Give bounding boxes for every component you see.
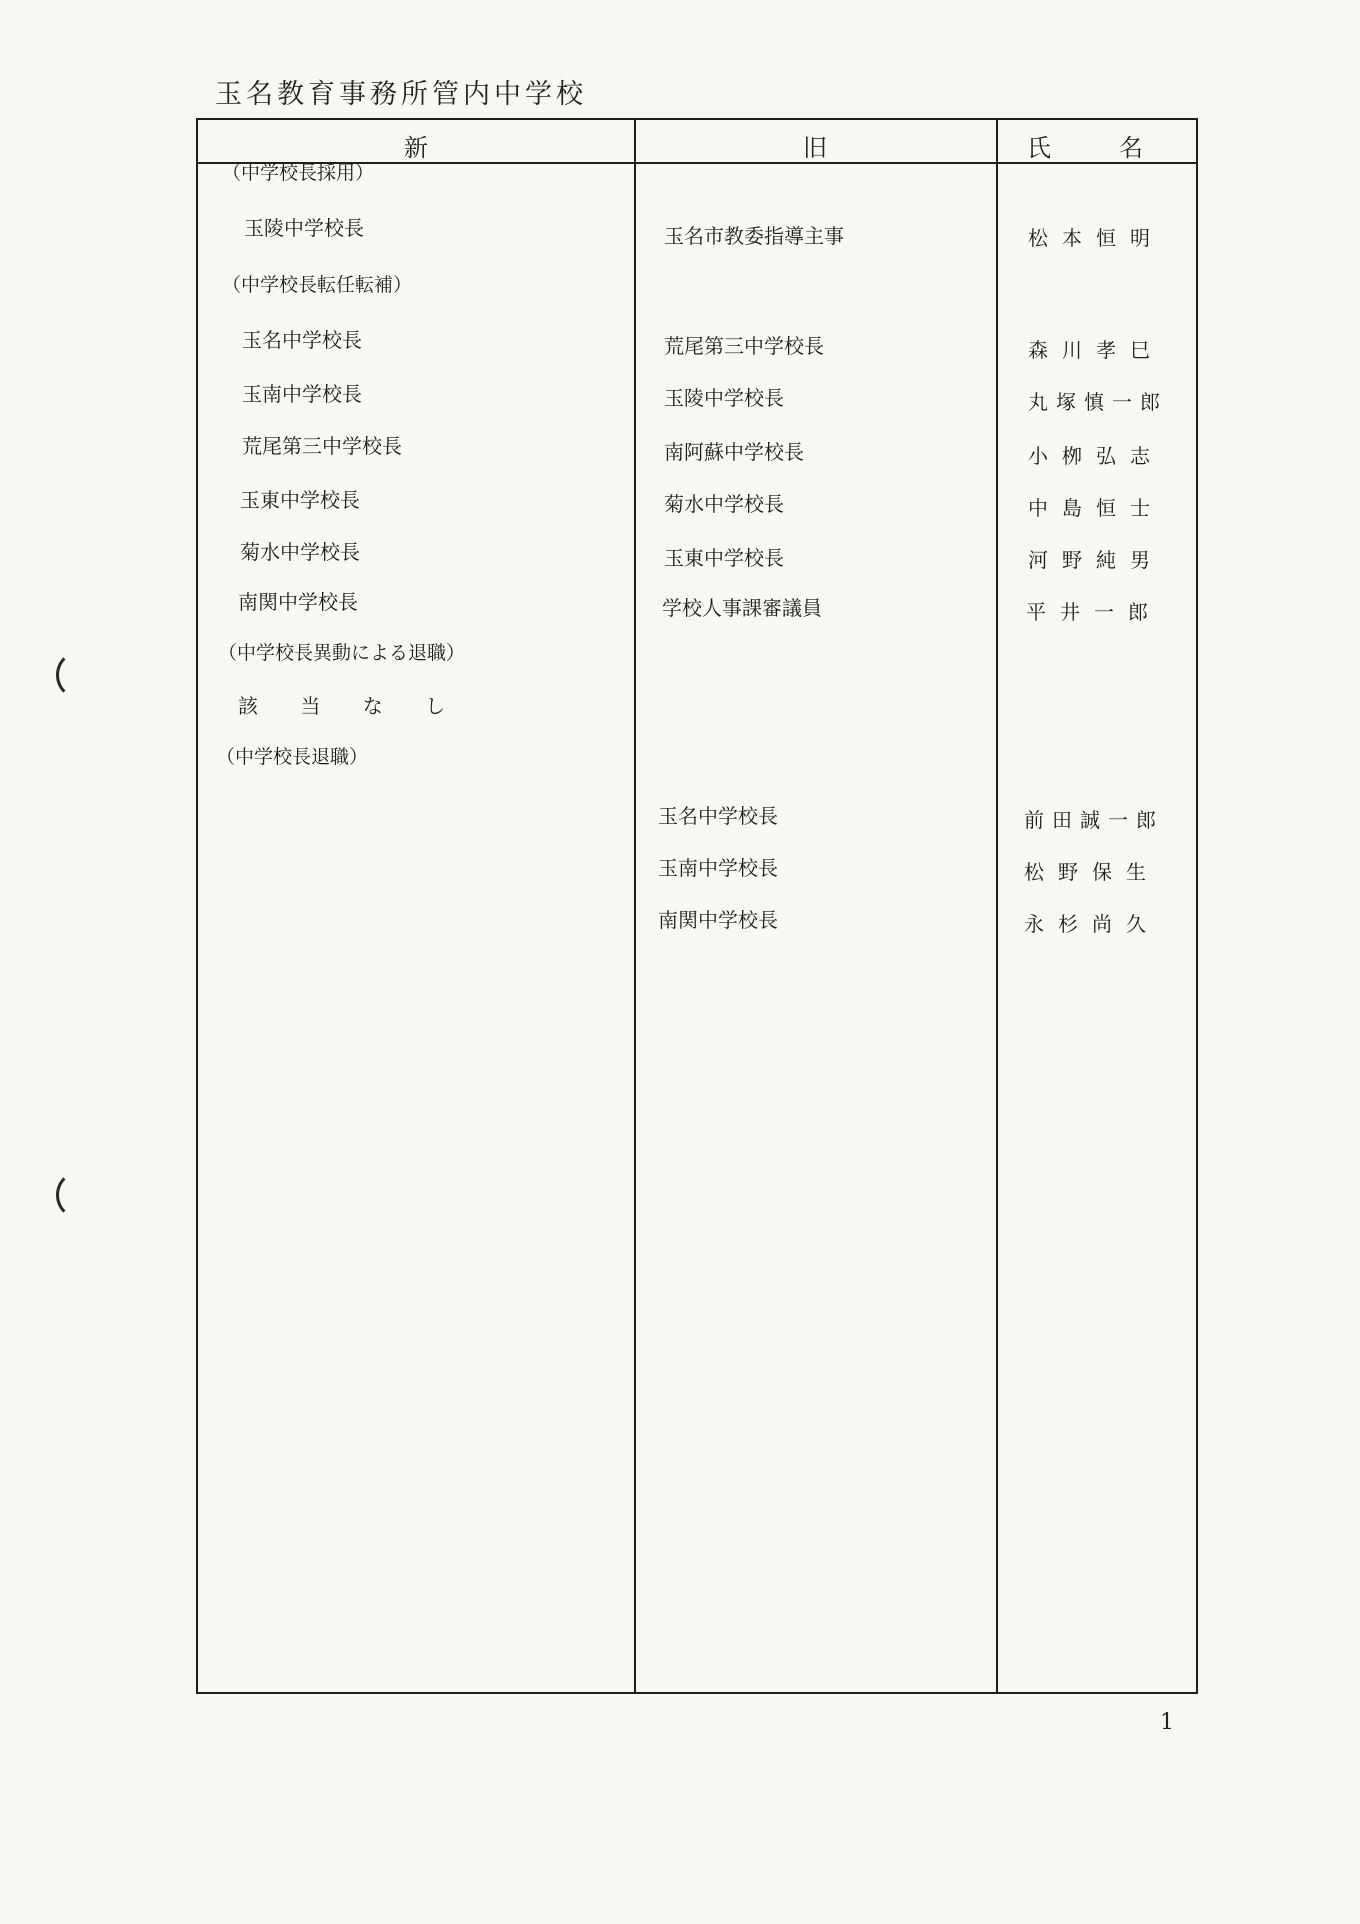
row-name: 丸塚慎一郎 [1028,390,1168,414]
section-transfer: （中学校長転任転補） [222,274,413,296]
column-divider-1 [634,120,636,1692]
row-old: 南阿蘇中学校長 [664,440,804,464]
row-old: 玉名市教委指導主事 [664,224,844,248]
section-hire: （中学校長採用） [222,162,375,184]
punch-hole-top [56,650,89,700]
row-old: 玉陵中学校長 [664,386,784,410]
row-new: 玉東中学校長 [240,488,360,512]
retired-name: 永杉尚久 [1024,912,1160,936]
row-old: 学校人事課審議員 [662,596,822,620]
punch-hole-bottom [56,1170,89,1220]
section-retire-transfer: （中学校長異動による退職） [218,642,466,664]
retired-old: 南関中学校長 [658,908,778,932]
row-old: 菊水中学校長 [664,492,784,516]
row-new: 菊水中学校長 [240,540,360,564]
row-name: 平井一郎 [1026,600,1162,624]
row-name: 松本恒明 [1028,226,1164,250]
row-new: 玉名中学校長 [242,328,362,352]
row-old: 玉東中学校長 [664,546,784,570]
retired-old: 玉南中学校長 [658,856,778,880]
page-number: 1 [1160,1710,1174,1735]
section-none-text: 該 当 な し [238,694,464,718]
row-name: 小栁弘志 [1028,444,1164,468]
retired-old: 玉名中学校長 [658,804,778,828]
personnel-table [196,118,1198,1694]
row-new: 玉南中学校長 [242,382,362,406]
header-new: 新 [404,134,428,162]
row-new: 玉陵中学校長 [244,216,364,240]
row-name: 森川孝巳 [1028,338,1164,362]
row-new: 荒尾第三中学校長 [242,434,402,458]
row-new: 南関中学校長 [238,590,358,614]
retired-name: 松野保生 [1024,860,1160,884]
document-title: 玉名教育事務所管内中学校 [215,79,587,110]
retired-name: 前田誠一郎 [1024,808,1164,832]
section-retire: （中学校長退職） [216,746,369,768]
column-divider-2 [996,120,998,1692]
row-old: 荒尾第三中学校長 [664,334,824,358]
row-name: 河野純男 [1028,548,1164,572]
header-name: 氏 名 [1027,134,1165,162]
row-name: 中島恒士 [1028,496,1164,520]
header-old: 旧 [803,134,827,162]
